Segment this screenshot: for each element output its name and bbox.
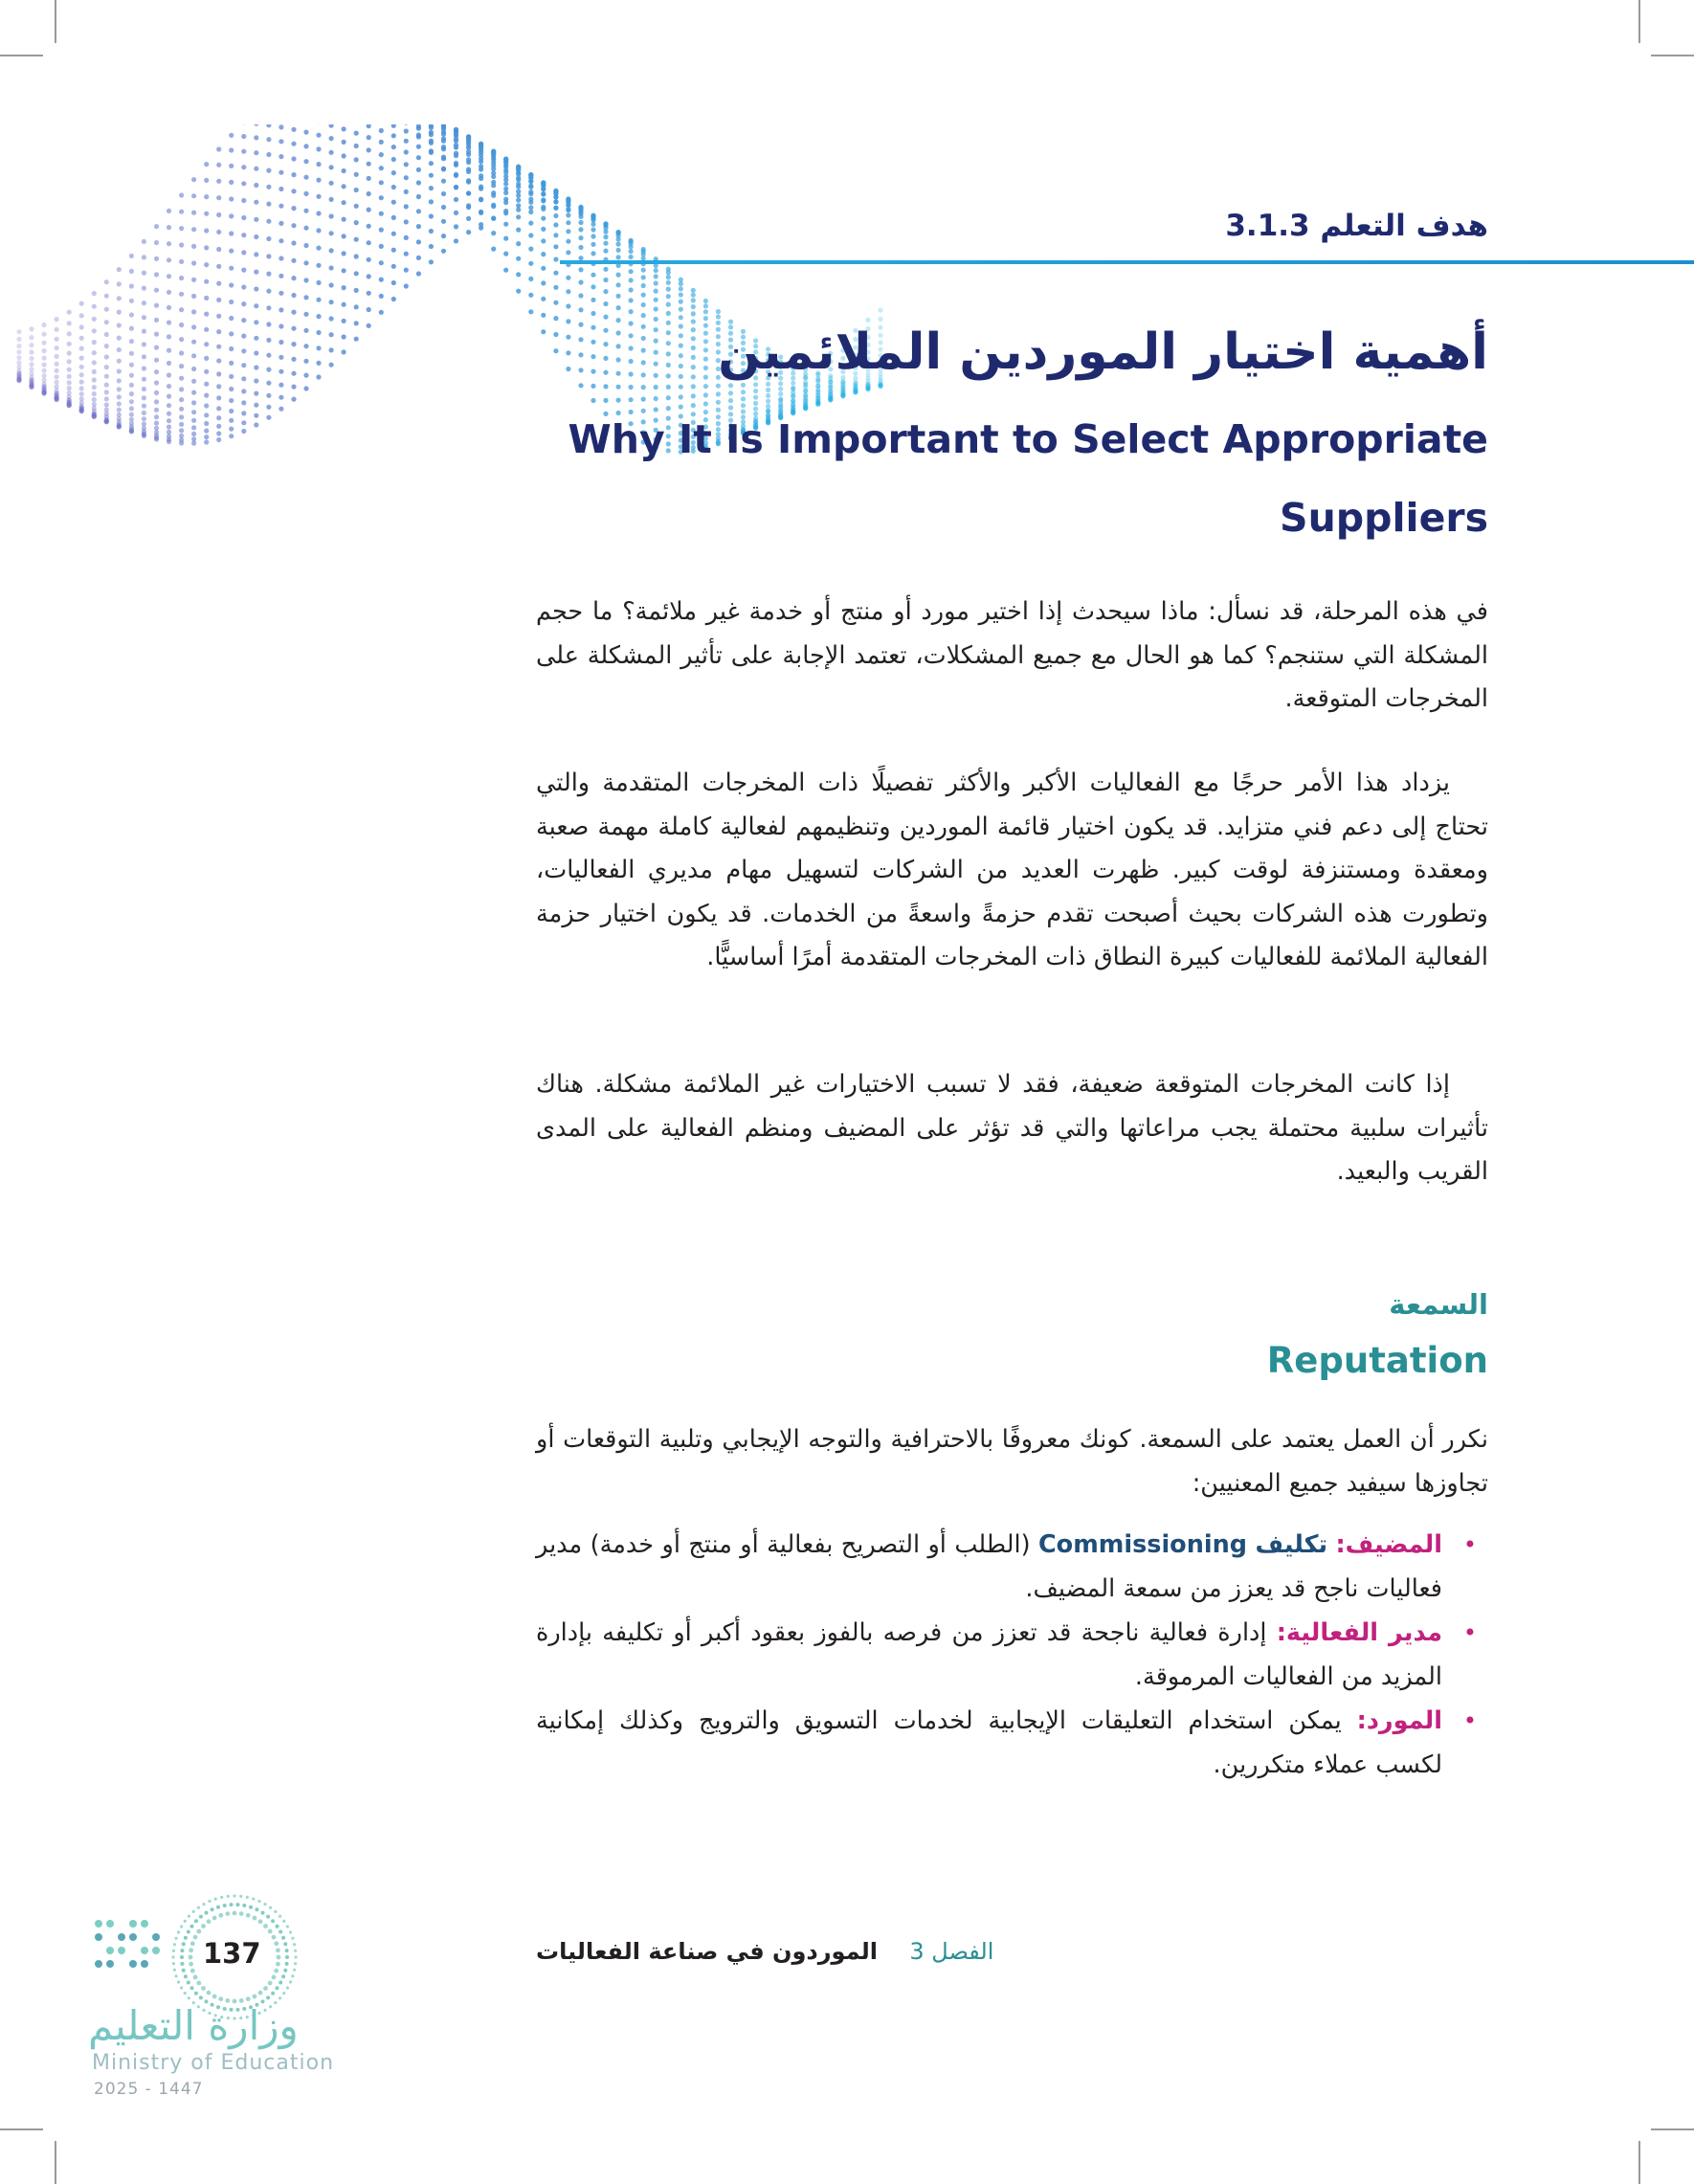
ministry-year: 2025 - 1447	[94, 2080, 204, 2099]
bullet-icon: •	[1462, 1707, 1477, 1734]
bullet-term: المورد:	[1356, 1706, 1442, 1735]
paragraph-3: إذا كانت المخرجات المتوقعة ضعيفة، فقد لا تسبب الاختيارات غير الملائمة مشكلة. هناك تأثيرات سلبية محتملة يجب مراعاتها والتي قد تؤثر على المضيف ومنظم الفعالية على المدى القريب والبعيد.	[536, 1070, 1488, 1186]
bullet-text: إدارة فعالية ناجحة قد تعزز من فرصه بالفوز بعقود أكبر أو تكليفه بإدارة المزيد من الفعاليات المرموقة.	[536, 1618, 1442, 1691]
ministry-name-english: Ministry of Education	[92, 2051, 335, 2075]
list-item	[536, 1524, 1488, 1611]
list-item	[536, 1612, 1488, 1699]
list-item	[536, 1700, 1488, 1787]
crop-mark	[0, 2128, 43, 2130]
ministry-dot-logo-icon	[91, 1914, 167, 1981]
crop-mark	[1638, 0, 1640, 43]
reputation-list	[536, 1524, 1488, 1788]
chapter-title: الموردون في صناعة الفعاليات	[536, 1938, 878, 1965]
crop-mark	[1638, 2141, 1640, 2184]
bullet-term: المضيف:	[1335, 1530, 1442, 1559]
paragraph-2: يزداد هذا الأمر حرجًا مع الفعاليات الأكبر والأكثر تفصيلًا ذات المخرجات المتقدمة والتي تحتاج إلى دعم فني متزايد. قد يكون اختيار قائمة الموردين وتنظيمهم لفعالية كاملة مهمة صعبة ومعقدة ومستنزفة لوقت كبير. ظهرت العديد من الشركات لتسهيل مهام مديري الفعاليات، وتطورت هذه الشركات بحيث أصبحت تقدم حزمةً واسعةً من الخدمات. قد يكون اختيار حزمة الفعالية الملائمة للفعاليات كبيرة النطاق ذات المخرجات المتقدمة أمرًا أساسيًّا.	[536, 769, 1488, 971]
section-heading-english: Reputation	[1266, 1340, 1488, 1381]
bullet-term-arabic: تكليف	[1255, 1530, 1328, 1559]
crop-mark	[0, 55, 43, 56]
page-title-arabic: أهمية اختيار الموردين الملائمين	[718, 323, 1488, 381]
section-heading-arabic: السمعة	[1389, 1288, 1488, 1321]
page-title-english: Why It Is Important to Select Appropriate Suppliers	[568, 416, 1488, 541]
chapter-number: الفصل 3	[909, 1938, 994, 1965]
crop-mark	[1651, 2128, 1694, 2130]
paragraph-1: في هذه المرحلة، قد نسأل: ماذا سيحدث إذا اختير مورد أو منتج أو خدمة غير ملائمة؟ ما حجم المشكلة التي ستنجم؟ كما هو الحال مع جميع المشكلات، تعتمد الإجابة على تأثير المشكلة على المخرجات المتوقعة.	[536, 597, 1488, 713]
bullet-icon: •	[1462, 1619, 1477, 1646]
crop-mark	[55, 2141, 56, 2184]
section-intro: نكرر أن العمل يعتمد على السمعة. كونك معروفًا بالاحترافية والتوجه الإيجابي وتلبية التوقعات أو تجاوزها سيفيد جميع المعنيين:	[536, 1425, 1488, 1498]
bullet-icon: •	[1462, 1531, 1477, 1558]
chapter-footer	[536, 1938, 993, 1965]
ministry-name-arabic: وزارة التعليم	[88, 2002, 299, 2049]
learning-objective-label: هدف التعلم 3.1.3	[1225, 209, 1488, 243]
crop-mark	[55, 0, 56, 43]
bullet-text: (الطلب أو التصريح بفعالية أو منتج أو خدمة) مدير فعاليات ناجح قد يعزز من سمعة المضيف.	[536, 1530, 1442, 1603]
bullet-term-english: Commissioning	[1037, 1530, 1248, 1559]
bullet-text: يمكن استخدام التعليقات الإيجابية لخدمات التسويق والترويج وكذلك إمكانية لكسب عملاء متكررين.	[536, 1706, 1442, 1779]
bullet-term: مدير الفعالية:	[1276, 1618, 1442, 1647]
crop-mark	[1651, 55, 1694, 56]
page-number: 137	[203, 1937, 261, 1970]
objective-underline	[560, 260, 1694, 264]
